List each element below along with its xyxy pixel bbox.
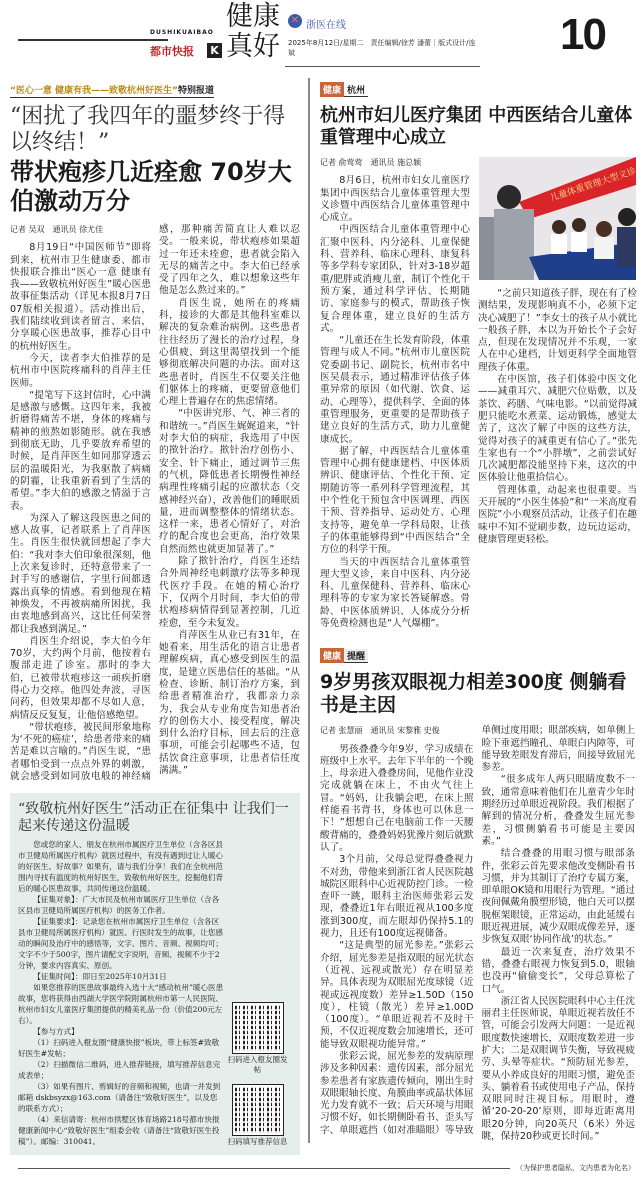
left-column: [10, 78, 308, 1155]
byline: 记者 俞莺莺 通讯员 施总颖: [320, 158, 422, 167]
paragraph: 您或您的家人、朋友在杭州市属医疗卫生单位（含各区县市卫健局所属医疗机构）就医过程中，有没有遇到过让人暖心的好医生、好故事？如果有，请与我们分享！我们在全杭州范围内寻找有温度的杭州好医生，致敬杭州好医生，挖掘他们背后的暖心医患故事，共同传递这份温暖。: [18, 840, 224, 894]
article-column-2-text: [478, 288, 637, 546]
paper-en-name: DUSHIKUAIBAO: [150, 29, 214, 36]
banner-text: 儿童体重管理大型义诊: [548, 166, 637, 204]
headline-main: 带状疱疹几近痊愈 70岁大伯激动万分: [10, 158, 292, 215]
paragraph: 结合叠叠的用眼习惯与眼部条件，张彩云首先要求他改变侧卧看书习惯，并为其制订了治疗专属方案，即单眼OK镜和用眼行为管理。“通过夜间佩戴角膜塑形镜，他白天可以摆脱框架眼镜，正常运动，由此延缓右眼近视进展，减少双眼成像差异，逐步恢复双眼‘协同作战’的状态。”: [481, 848, 635, 946]
tag-section: 杭州: [344, 83, 368, 97]
paragraph: （3）如果有图片、剪辑好的音频和视频，也请一并发到邮箱 dskbsyzx@163.com（请备注“致敬好医生”，以及您的联系方式）；: [18, 1082, 221, 1114]
header-rule: [18, 39, 168, 41]
paragraph: 肖医生介绍说，李大伯今年70岁，大约两个月前，他按着右腹部走进了诊室。那时的李大伯，已被带状疱疹这一顽疾折磨得心力交瘁。他四处奔波，寻医问药，但效果却都不尽如人意，病情反反复复，让他倍感绝望。: [10, 635, 151, 721]
paragraph: 3个月前，父母总觉得叠叠视力不对劲，带他来到浙江省人民医院越城院区眼科中心近视防控门诊。一检查吓一跳，眼科主治医师张彩云发现，叠叠近1年右眼近视从100多度涨到300度，而左眼却仍保持5.1的视力，且还有100度远视储备。: [320, 854, 474, 940]
paragraph: 张彩云说，屈光参差的发病原理涉及多种因素：遗传因素，部分屈光参差患者有家族遗传倾向，刚出生时双眼眼轴长度、角膜曲率或晶状体屈光力发育就不一致；后天环境与用眼习惯不好，如长期侧卧看书、歪头写字、单眼遮挡（如对准瞄眼）等导致单侧过度用眼；眼部疾病，如单侧上睑下垂遮挡瞳孔、单眼白内障等，可能导致差眼发育滞后，间接导致屈光参差。: [320, 725, 635, 1136]
weight-article: [320, 157, 635, 630]
paragraph: “带状疱疹，被民间形象地称为‘不死的癌症’，给患者带来的痛苦是难以言喻的。”肖医生说，“患者哪怕受到一点点外界的刺激，就会感受到如同放电般的神经痛感，那种痛苦简直让人难以忍受。一般来说，带状疱疹如果超过一年还未痊愈，患者就会陷入无尽的痛苦之中。李大伯已经承受了四年之久，难以想象这些年他是怎么熬过来的。”: [10, 224, 300, 783]
paragraph: 浙江省人民医院眼科中心主任沈丽君主任医师说，单眼近视若放任不管，可能会引发两大问题：一是近视眼度数快速增长，双眼度数差进一步扩大；二是双眼调节失衡，导致视疲劳、头晕等症状。“预防屈光参差，要从小养成良好的用眼习惯，避免歪头、躺着看书或使用电子产品，保持双眼同时注视目标。用眼时，遵循‘20-20-20’原则，即每近距离用眼20分钟，向20英尺（6米）外远眺，保持20秒或更长时间。”: [481, 995, 635, 1143]
paragraph: 最近一次来复查，治疗效果不错，叠叠右眼视力恢复到5.0，眼轴也没再“偷偷变长”，父母总算松了口气。: [481, 946, 635, 995]
paper-logo: 都市快报: [150, 45, 194, 58]
eye-article: [320, 644, 635, 1143]
kicker-tail: 特别报道: [177, 86, 214, 96]
paragraph: 男孩叠叠今年9岁，学习成绩在班级中上水平。去年下半年的一个晚上，母亲进入叠叠房间，见他作业没完成就躺在床上，不由火气往上冒。“妈妈，让我躺会吧，在床上照样能看书背书，身体也可以休息一下！”想想自己在电脑前工作一天腰酸背痛的，叠叠妈妈犹豫片刻后就默认了。: [320, 743, 474, 853]
date-line: 2025年8月12日/星期二 责任编辑/徐芳 潘蕾｜版式设计/连斌: [288, 39, 476, 57]
partner-name: 浙医在线: [306, 20, 346, 31]
kicker-highlight: “医心一意 健康有我——致敬杭州好医生”: [10, 86, 178, 96]
footer-rule: [18, 1168, 510, 1169]
section-tag-reminder: [320, 648, 368, 663]
k-logo-icon: K: [207, 43, 222, 58]
paragraph: 8月6日，杭州市妇女儿童医疗集团中西医结合儿童体重管理大型义诊暨中西医结合儿童体重管理中心成立。: [320, 175, 470, 224]
headline-quote: “困扰了我四年的噩梦终于得以终结！”: [10, 104, 286, 155]
notice-body: [18, 839, 224, 1147]
paragraph: 【参与方式】: [33, 1027, 79, 1037]
paragraph: 管理体重，动起来也很重要。当天开展的“小医生体验”和“一米高度看医院”小小观察员活动，让孩子们在趣味中不知不觉刷步数，边玩边运动，健康管理更轻松。: [478, 484, 637, 545]
headline: 9岁男孩双眼视力相差300度 侧躺看书是主因: [320, 671, 627, 717]
event-photo: [478, 157, 637, 280]
qr-code-icon[interactable]: [233, 1085, 283, 1135]
page-number: 10: [560, 10, 605, 59]
byline: 记者 张慧丽 通讯员 宋黎雅 史俊: [320, 726, 440, 736]
qr-caption: 扫码进入橙友圈发帖: [227, 1055, 288, 1075]
article-column-2: [478, 157, 637, 546]
page-body: [0, 78, 642, 1155]
paragraph: 如果您推荐的医患故事最终入选十大“感动杭州”暖心医患故事，您将获得由西湖大学医学院附属杭州市第一人民医院、杭州市妇女儿童医疗集团提供的精美礼品一份（价值200元左右）。: [18, 983, 224, 1026]
paragraph: 除了揿针治疗，肖医生还结合外周神经电刺激疗法等多种现代医疗手段。在她的精心治疗下，仅两个月时间，李大伯的带状疱疹病情得到显著控制，几近痊愈，至今未复发。: [159, 556, 300, 629]
byline: 记者 吴双 通讯员 徐尤佳: [10, 225, 104, 234]
headline: 杭州市妇儿医疗集团 中西医结合儿童体重管理中心成立: [320, 105, 633, 148]
tag-brand: 健康: [320, 648, 344, 663]
qr-code-recommend[interactable]: [227, 1085, 288, 1147]
paragraph: 今天，读者李大伯推荐的是杭州市中医院疼痛科的肖萍主任医师。: [10, 352, 151, 389]
special-report-kicker: [10, 83, 214, 98]
qr-code-icon[interactable]: [233, 1003, 283, 1053]
section-title: 健康真好: [226, 1, 280, 62]
qr-code-post[interactable]: [227, 1003, 288, 1075]
paragraph: “很多成年人两只眼睛度数不一致，通常意味着他们在儿童青少年时期经历过单眼近视阶段。我们根据了解到的情况分析，叠叠发生屈光参差，习惯侧躺看书可能是主要因素。”: [481, 774, 635, 847]
paragraph: （4）来信请寄：杭州市拱墅区体育场路218号都市快报健康新闻中心“致敬好医生”组委会收（请备注“致敬好医生投稿”）。邮编：310041。: [18, 1115, 220, 1147]
paragraph: “中医讲究形、气、神三者的和谐统一。”肖医生娓娓道来，“针对李大伯的病症，我选用了中医的揿针治疗。揿针治疗创伤小、安全、针下痛止，通过调节三焦的气机，降低患者长期慢性神经病理性疼痛引起的应激状态（交感神经兴奋），改善他们的睡眠质量，进而调整整体的情绪状态。这样一来，患者心情好了，对治疗的配合度也会更高，治疗效果自然而然也就更加显著了。”: [159, 408, 300, 555]
masthead: [0, 0, 642, 78]
article-column-1: [320, 157, 470, 630]
paragraph: 当天的中西医结合儿童体重管理大型义诊，来自中医科、内分泌科、儿童保健科、营养科、临床心理科等的专家为家长答疑解惑。骨龄、中医体质辨识、人体成分分析等免费检测也是“人气爆棚”。: [320, 556, 470, 629]
paragraph: “儿童还在生长发育阶段，体重管理与成人不同。”杭州市儿童医院党委副书记、副院长，杭州市名中医吴晨表示，通过精准评估孩子体重异常的原因（如代谢、饮食、运动、心理等），提供科学、全面的体重管理服务，更重要的是帮助孩子建立良好的生活方式，助力儿童健康成长。: [320, 335, 470, 445]
paragraph: 为深入了解这段医患之间的感人故事，记者联系上了肖萍医生。肖医生很快就回想起了李大伯：“我对李大伯印象很深刻，他上次来复诊时，还特意带来了一封手写的感谢信，字里行间都透露出真挚的情感。看到他现在精神焕发，不再被病痛所困扰，我由衷地感到高兴，这比任何荣誉都让我感到满足。”: [10, 512, 151, 635]
partner-logo-icon: ✕: [288, 14, 302, 28]
tag-section: 提醒: [344, 649, 368, 663]
paragraph: “之前只知道孩子胖，现在有了检测结果，发现影响真不小，必须下定决心减肥了！”李女士的孩子从小就比一般孩子胖，本以为开始长个子会好点，但现在发现情况并不乐观，一家人在中心建档，计划更科学全面地管理孩子体重。: [478, 288, 637, 373]
paragraph: 肖医生说，她所在的疼痛科，接诊的大都是其他科室难以解决的复杂难治病例。这些患者往往经历了漫长的治疗过程，身心俱疲，到这里渴望找到一个能够彻底解决问题的办法。面对这些患者时，肖医生不仅要关注他们躯体上的疼痛，更要留意他们心理上普遍存在的焦虑情绪。: [159, 297, 300, 408]
header-rule-right: [285, 66, 480, 67]
tag-brand: 健康: [320, 82, 344, 97]
privacy-note: （为保护患者隐私，文内患者为化名）: [516, 1164, 635, 1173]
paragraph: 据了解，中西医结合儿童体重管理中心拥有健康建档、中医体质辨识、健康评估、个性化干预、定期随访等一系列科学管理流程，其中个性化干预包含中医调理、西医干预、营养指导、运动处方、心理支持等，避免单一学科局限，让孩子的体重能够得到“中西医结合”全方位的科学干预。: [320, 445, 470, 556]
footer: [18, 1163, 635, 1173]
qr-caption: 扫码填写推荐信息: [227, 1137, 288, 1147]
section-tag-hangzhou: [320, 82, 368, 97]
paragraph: （1）扫码进入橙友圈“健康快报”板块，带上标签#致敬好医生#发帖；: [18, 1038, 220, 1059]
notice-title: “致敬杭州好医生”活动正在征集中 让我们一起来传递这份温暖: [18, 801, 289, 835]
paragraph: 【征集对象】：广大市民及杭州市属医疗卫生单位（含各区县市卫健局所属医疗机构）的医务工作者。: [18, 895, 220, 916]
paragraph: 肖萍医生从业已有31年，在她看来，用生活化的语言让患者理解疾病，真心感受到医生的温度，是建立医患信任的基础。“从检查、诊断、制订治疗方案，到给患者精准治疗，我都亲力亲为，我会从专业角度告知患者治疗的创伤大小、接受程度，解决到什么治疗目标，回去后的注意事项，可能会引起哪些不适，包括饮食注意事项，让患者信任度满满。”: [159, 629, 300, 777]
paragraph: 8月19日“中国医师节”即将到来，杭州市卫生健康委、都市快报联合推出“医心一意 健康有我——致敬杭州好医生”暖心医患故事征集活动（详见本报8月7日07版相关报道）。活动推出后，我们陆续收到读者留言、来信，分享暖心医患故事，推荐心目中的杭州好医生。: [10, 242, 151, 352]
qr-codes: [227, 1003, 290, 1147]
right-column: [308, 78, 635, 1143]
paragraph: 中西医结合儿童体重管理中心汇聚中医科、内分泌科、儿童保健科、营养科、临床心理科、康复科等多学科专家团队，针对3-18岁超重/肥胖或消瘦儿童，制订个性化干预方案，通过科学评估、长期随访、家庭参与的模式，帮助孩子恢复合理体重，建立良好的生活方式。: [320, 224, 470, 334]
paragraph: 在中医馆，孩子们体验中医文化——减重耳穴、减肥穴位贴敷，以及茶饮、药膳、气味电影。“以前觉得减肥只能吃水煮菜、运动锻炼，感觉太苦了，这次了解了中医的这些方法，觉得对孩子的减重更有信心了。”张先生家也有一个“小胖墩”，之前尝试好几次减肥都没能坚持下来，这次的中医体验让他重拾信心。: [478, 374, 637, 484]
paragraph: “提笔写下这封信时，心中满是感激与感慨。这四年来，我被折磨得痛苦不堪，身体的疼痛与精神的煎熬如影随形。就在我感到彻底无助，几乎要放弃希望的时候，是肖萍医生如同那穿透云层的温暖阳光，为我驱散了病痛的阴霾，让我重新看到了生活的希望。”李大伯的感激之情溢于言表。: [10, 389, 151, 512]
paragraph: （2）扫描微信二维码，进入推荐链接，填写推荐信息完成表单；: [18, 1060, 221, 1081]
paragraph: 【征集要求】：记录您在杭州市属医疗卫生单位（含各区县市卫健局所属医疗机构）就医、行医时发生的故事，让您感动的瞬间及治疗中的感悟等，文字、图片、音频、视频均可；文字不少于500字，图片请配文字说明，音频、视频不少于2分钟，要求内容真实、原创。: [18, 917, 224, 971]
paragraph: 【征集时间】：即日至2025年10月31日: [33, 972, 167, 982]
left-article-body: [10, 224, 300, 783]
paragraph: “这是典型的屈光参差。”张彩云介绍，屈光参差是指双眼的屈光状态（近视、远视或散光）存在明显差异。具体表现为双眼屈光度球镜（近视或远视度数）差异≥1.50D（150度），柱镜（散光）差异≥1.00D（100度）。“单眼近视若不及时干预，不仅近视度数会加速增长，还可能导致双眼视功能异常。”: [320, 940, 474, 1050]
notice-box: [10, 793, 300, 1155]
eye-article-body: [320, 725, 635, 1143]
